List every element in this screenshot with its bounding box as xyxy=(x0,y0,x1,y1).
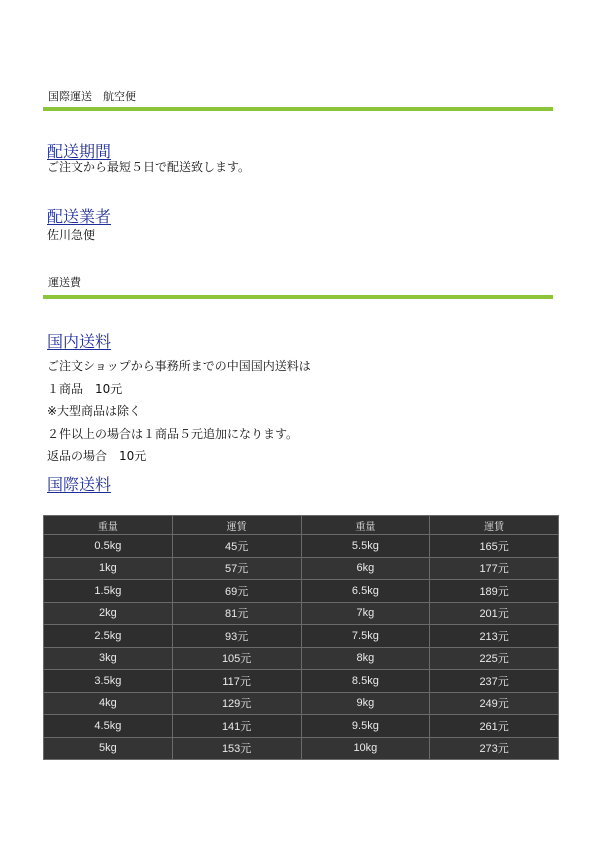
weight-cell: 8kg xyxy=(301,647,430,670)
fee-cell: 249元 xyxy=(430,692,559,715)
section-title-fees: 運送費 xyxy=(48,276,81,289)
weight-cell: 2kg xyxy=(44,602,173,625)
column-header-fee: 運賃 xyxy=(172,516,301,535)
weight-cell: 6.5kg xyxy=(301,580,430,603)
fee-cell: 69元 xyxy=(172,580,301,603)
note-line: ※大型商品は除く xyxy=(47,404,142,418)
fee-cell: 57元 xyxy=(172,557,301,580)
weight-cell: 8.5kg xyxy=(301,670,430,693)
table-row xyxy=(44,692,559,715)
fee-cell: 201元 xyxy=(430,602,559,625)
fee-cell: 165元 xyxy=(430,535,559,558)
weight-cell: 9kg xyxy=(301,692,430,715)
fee-cell: 105元 xyxy=(172,647,301,670)
fee-cell: 273元 xyxy=(430,737,559,760)
table-header-row xyxy=(44,516,559,535)
weight-cell: 7kg xyxy=(301,602,430,625)
weight-cell: 5kg xyxy=(44,737,173,760)
fee-cell: 177元 xyxy=(430,557,559,580)
delivery-period-heading[interactable]: 配送期間 xyxy=(47,142,112,161)
table-row xyxy=(44,602,559,625)
weight-cell: 6kg xyxy=(301,557,430,580)
weight-cell: 0.5kg xyxy=(44,535,173,558)
table-row xyxy=(44,535,559,558)
fee-cell: 189元 xyxy=(430,580,559,603)
table-row xyxy=(44,647,559,670)
note-line: １商品 10元 xyxy=(47,381,123,396)
fee-cell: 237元 xyxy=(430,670,559,693)
weight-cell: 1.5kg xyxy=(44,580,173,603)
section-title-shipping: 国際運送 航空便 xyxy=(48,90,136,103)
fee-cell: 213元 xyxy=(430,625,559,648)
carrier-text: 佐川急便 xyxy=(47,228,96,242)
weight-cell: 1kg xyxy=(44,557,173,580)
weight-cell: 3kg xyxy=(44,647,173,670)
domestic-shipping-heading[interactable]: 国内送料 xyxy=(47,332,112,351)
weight-cell: 9.5kg xyxy=(301,715,430,738)
weight-cell: 4kg xyxy=(44,692,173,715)
weight-cell: 7.5kg xyxy=(301,625,430,648)
fee-cell: 225元 xyxy=(430,647,559,670)
table-row xyxy=(44,557,559,580)
divider xyxy=(43,295,553,299)
fee-cell: 141元 xyxy=(172,715,301,738)
table-row xyxy=(44,737,559,760)
note-line: ご注文ショップから事務所までの中国国内送料は xyxy=(47,359,311,373)
carrier-heading[interactable]: 配送業者 xyxy=(47,207,112,226)
column-header-weight: 重量 xyxy=(301,516,430,535)
weight-cell: 4.5kg xyxy=(44,715,173,738)
table-row xyxy=(44,580,559,603)
fee-cell: 81元 xyxy=(172,602,301,625)
note-line: 返品の場合 10元 xyxy=(47,449,147,463)
delivery-period-text: ご注文から最短５日で配送致します。 xyxy=(47,160,251,174)
shipping-rate-table xyxy=(43,515,559,760)
column-header-weight: 重量 xyxy=(44,516,173,535)
divider xyxy=(43,107,553,111)
international-shipping-heading[interactable]: 国際送料 xyxy=(47,475,112,494)
table-row xyxy=(44,715,559,738)
domestic-shipping-notes xyxy=(47,355,311,468)
fee-cell: 153元 xyxy=(172,737,301,760)
fee-cell: 129元 xyxy=(172,692,301,715)
table-row xyxy=(44,670,559,693)
weight-cell: 3.5kg xyxy=(44,670,173,693)
fee-cell: 45元 xyxy=(172,535,301,558)
fee-cell: 261元 xyxy=(430,715,559,738)
fee-cell: 117元 xyxy=(172,670,301,693)
weight-cell: 5.5kg xyxy=(301,535,430,558)
column-header-fee: 運賃 xyxy=(430,516,559,535)
weight-cell: 2.5kg xyxy=(44,625,173,648)
fee-cell: 93元 xyxy=(172,625,301,648)
table-row xyxy=(44,625,559,648)
weight-cell: 10kg xyxy=(301,737,430,760)
note-line: ２件以上の場合は１商品５元追加になります。 xyxy=(47,426,299,441)
